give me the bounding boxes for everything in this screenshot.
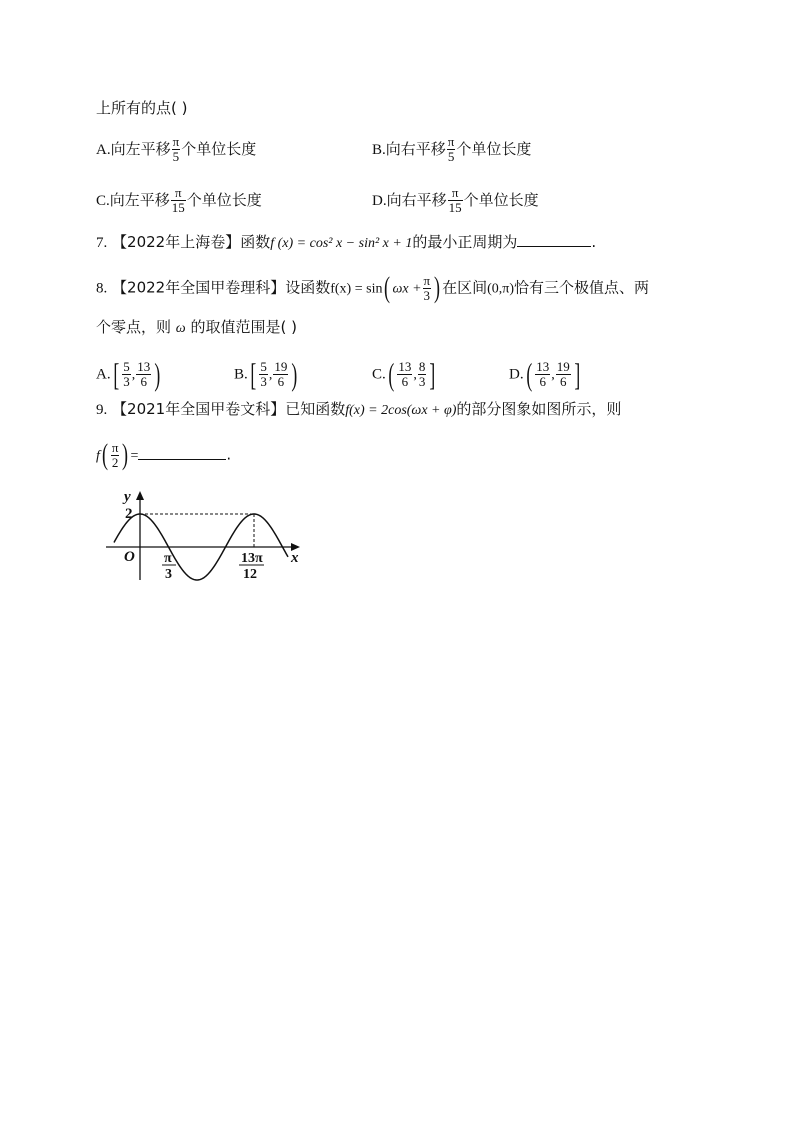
tick-label-1-num: π bbox=[164, 551, 172, 566]
fraction: $\frac{\pi}{15}$ bbox=[171, 185, 185, 215]
tick-label-1-den: 3 bbox=[165, 567, 172, 582]
question-7: 7. 【2022年上海卷】函数f (x) = cos² x − sin² x + 1的最小正周期为 . bbox=[96, 233, 597, 251]
question-9-ask: f( $\frac{\pi}{2}$ ) = . bbox=[96, 438, 232, 471]
origin-label: O bbox=[124, 549, 135, 565]
question-9: 9. 【2021年全国甲卷文科】已知函数f(x) = 2cos(ωx + φ)的部分图象如图所示，则 bbox=[96, 400, 622, 418]
q6-option-d: D.向右平移 $\frac{\pi}{15}$ 个单位长度 bbox=[372, 185, 539, 215]
question-source: 【2022年上海卷】 bbox=[112, 233, 241, 251]
q6-option-a: A.向左平移 $\frac{\pi}{5}$ 个单位长度 bbox=[96, 134, 257, 164]
q6-option-b: B.向右平移 $\frac{\pi}{5}$ 个单位长度 bbox=[372, 134, 532, 164]
fraction: $\frac{\pi}{5}$ bbox=[447, 134, 455, 164]
formula: f (x) = cos² x − sin² x + 1 bbox=[270, 236, 413, 251]
x-axis-label: x bbox=[291, 550, 299, 566]
y-axis-label: y bbox=[124, 489, 131, 505]
fraction: $\frac{\pi}{15}$ bbox=[448, 185, 462, 215]
tick-label-2-num: 13π bbox=[241, 551, 263, 566]
q8-option-b: B.[ $\frac{5}{3}$ , $\frac{19}{6}$ ) bbox=[234, 356, 298, 392]
question-8-line2: 个零点，则 ω 的取值范围是( ) bbox=[96, 318, 297, 336]
formula: f(x) = 2cos(ωx + φ) bbox=[345, 403, 457, 418]
q8-option-d: D.( $\frac{13}{6}$ , $\frac{19}{6}$ ] bbox=[509, 356, 581, 392]
fraction: $\frac{\pi}{3}$ bbox=[423, 272, 431, 303]
question-8: 8. 【2022年全国甲卷理科】设函数f(x) = sin( ωx + $\frac{\pi}{3}$ ) 在区间(0,π)恰有三个极值点、两 bbox=[96, 271, 650, 304]
y-axis-arrow bbox=[136, 491, 144, 500]
q6-option-c: C.向左平移 $\frac{\pi}{15}$ 个单位长度 bbox=[96, 185, 262, 215]
q8-option-a: A.[ $\frac{5}{3}$ , $\frac{13}{6}$ ) bbox=[96, 356, 161, 392]
cosine-graph bbox=[102, 488, 302, 583]
q6-tail: 上所有的点( ) bbox=[96, 99, 188, 117]
answer-blank bbox=[138, 447, 226, 460]
answer-blank bbox=[517, 234, 591, 247]
question-source: 【2022年全国甲卷理科】 bbox=[112, 278, 286, 297]
question-source: 【2021年全国甲卷文科】 bbox=[112, 400, 286, 418]
fraction: $\frac{\pi}{5}$ bbox=[172, 134, 180, 164]
q8-option-c: C.( $\frac{13}{6}$ , $\frac{8}{3}$ ] bbox=[372, 356, 436, 392]
max-label: 2 bbox=[125, 506, 133, 522]
tick-label-2-den: 12 bbox=[243, 567, 257, 582]
